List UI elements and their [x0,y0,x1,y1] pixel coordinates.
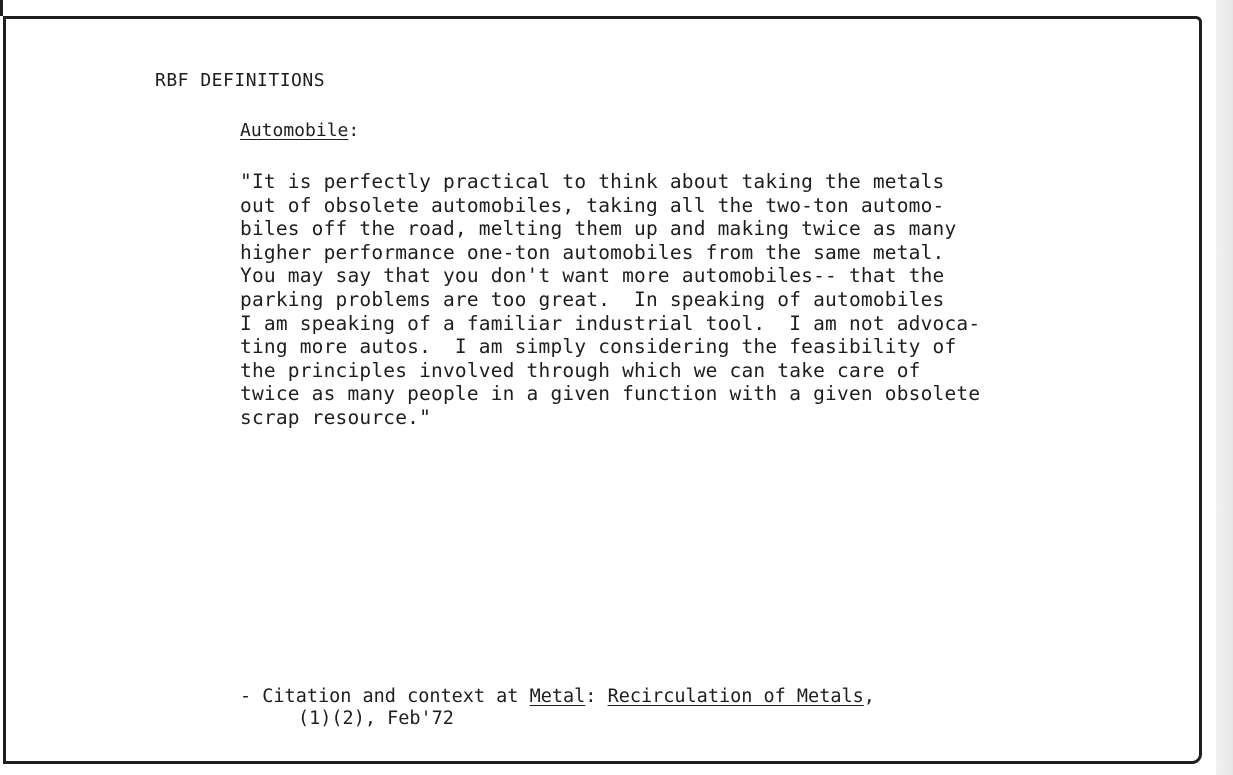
quote-line: "It is perfectly practical to think about taking the metals [240,170,945,193]
term-word: Automobile [240,120,349,141]
card-title: RBF DEFINITIONS [155,70,326,91]
quote-line: parking problems are too great. In speaking of automobiles [240,287,945,311]
term-colon: : [348,120,360,141]
card-edge-tick [0,0,3,16]
quote-line: higher performance one-ton automobiles from the same metal. [240,240,945,264]
quote-line: twice as many people in a given function with a given obsolete [240,382,981,406]
citation-reference: (1)(2), Feb'72 [298,708,454,729]
scan-margin [1216,0,1233,775]
quote-line: ting more autos. I am simply considering the feasibility of [240,335,957,359]
citation-prefix: - Citation and context at [240,686,530,707]
citation-link-recirculation[interactable]: Recirculation of Metals [607,686,864,707]
quote-line: You may say that you don't want more automobiles-- that the [240,264,945,288]
citation-separator: : [585,686,608,707]
quote-line: I am speaking of a familiar industrial tool. I am not advoca- [240,311,981,335]
definition-quote [240,170,980,430]
citation-trailing-comma: , [863,686,875,707]
term-heading [240,120,359,141]
citation-link-metal[interactable]: Metal [529,686,586,707]
quote-line: the principles involved through which we can take care of [240,358,921,382]
quote-line: out of obsolete automobiles, taking all the two-ton automo- [240,193,945,217]
citation [240,686,875,730]
quote-line: biles off the road, melting them up and making twice as many [240,217,957,241]
quote-line: scrap resource." [240,405,432,429]
